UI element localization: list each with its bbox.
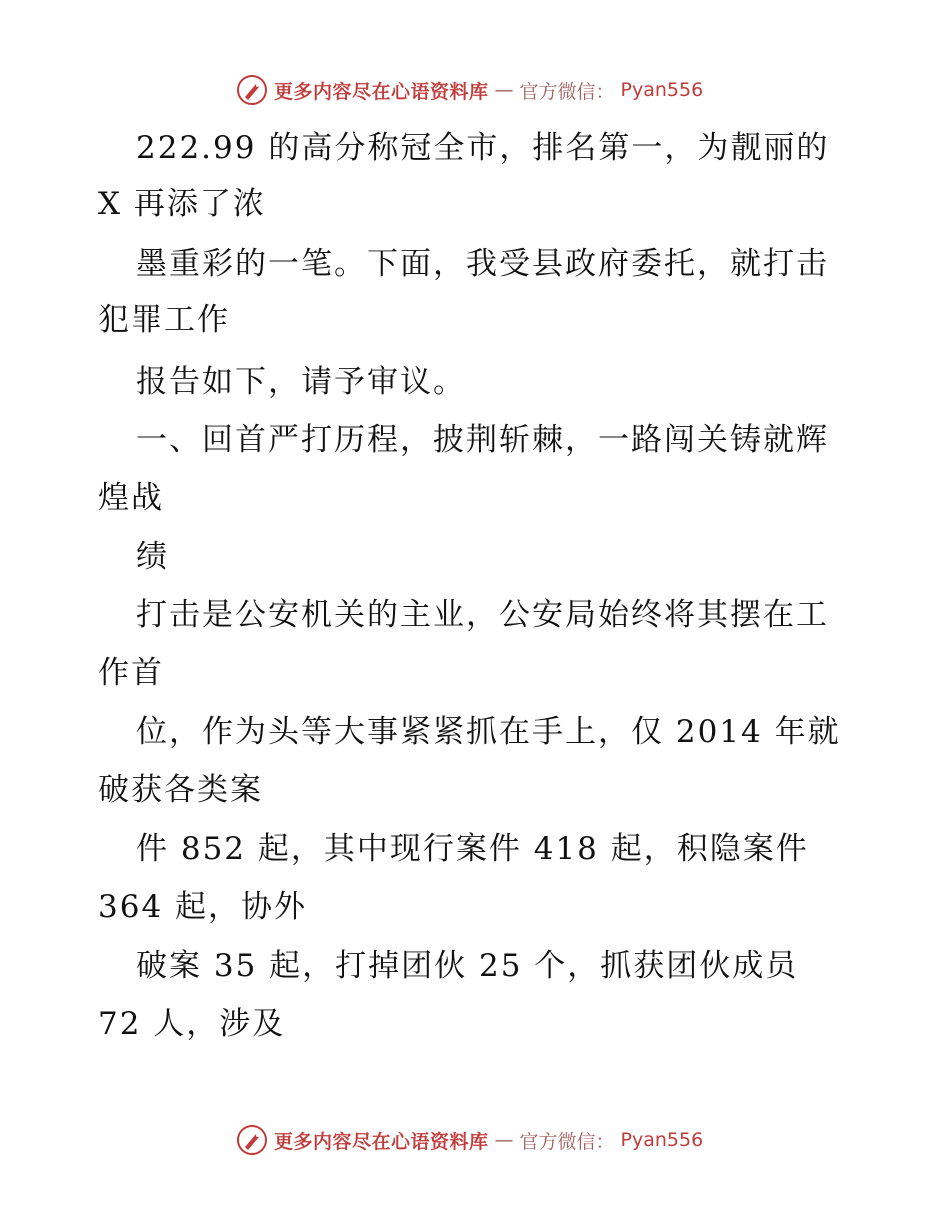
body-line: 件 852 起，其中现行案件 418 起，积隐案件: [136, 831, 809, 867]
footer-watermark: [236, 1123, 703, 1157]
body-line: 作首: [98, 655, 164, 691]
body-line: 绩: [136, 539, 169, 575]
body-line: 打击是公安机关的主业，公安局始终将其摆在工: [136, 597, 829, 633]
pen-nib-logo-icon: [236, 1124, 268, 1156]
body-line: X 再添了浓: [98, 186, 266, 222]
body-line: 222.99 的高分称冠全市，排名第一，为靓丽的: [136, 130, 830, 166]
body-line: 72 人，涉及: [98, 1006, 286, 1042]
body-line: 破案 35 起，打掉团伙 25 个，抓获团伙成员: [136, 948, 799, 984]
watermark-separator: —: [494, 1129, 514, 1151]
body-line: 犯罪工作: [98, 302, 230, 338]
body-line: 一、回首严打历程，披荆斩棘，一路闯关铸就辉: [136, 422, 829, 458]
pen-nib-logo-icon: [236, 74, 268, 106]
watermark-wechat-id: Pyan556: [620, 1129, 704, 1151]
watermark-brand: 更多内容尽在心语资料库: [274, 1130, 489, 1153]
watermark-wechat-label: 官方微信：: [519, 1130, 615, 1153]
watermark-wechat-id: Pyan556: [620, 79, 704, 101]
header-watermark: [236, 73, 703, 107]
body-line: 煌战: [98, 480, 164, 516]
body-line: 位，作为头等大事紧紧抓在手上，仅 2014 年就: [136, 714, 841, 750]
body-line: 报告如下，请予审议。: [136, 364, 466, 400]
watermark-separator: —: [494, 79, 514, 101]
watermark-wechat-label: 官方微信：: [519, 80, 615, 103]
body-line: 364 起，协外: [98, 889, 308, 925]
watermark-brand: 更多内容尽在心语资料库: [274, 80, 489, 103]
body-line: 墨重彩的一笔。下面，我受县政府委托，就打击: [136, 246, 829, 282]
body-line: 破获各类案: [98, 772, 263, 808]
